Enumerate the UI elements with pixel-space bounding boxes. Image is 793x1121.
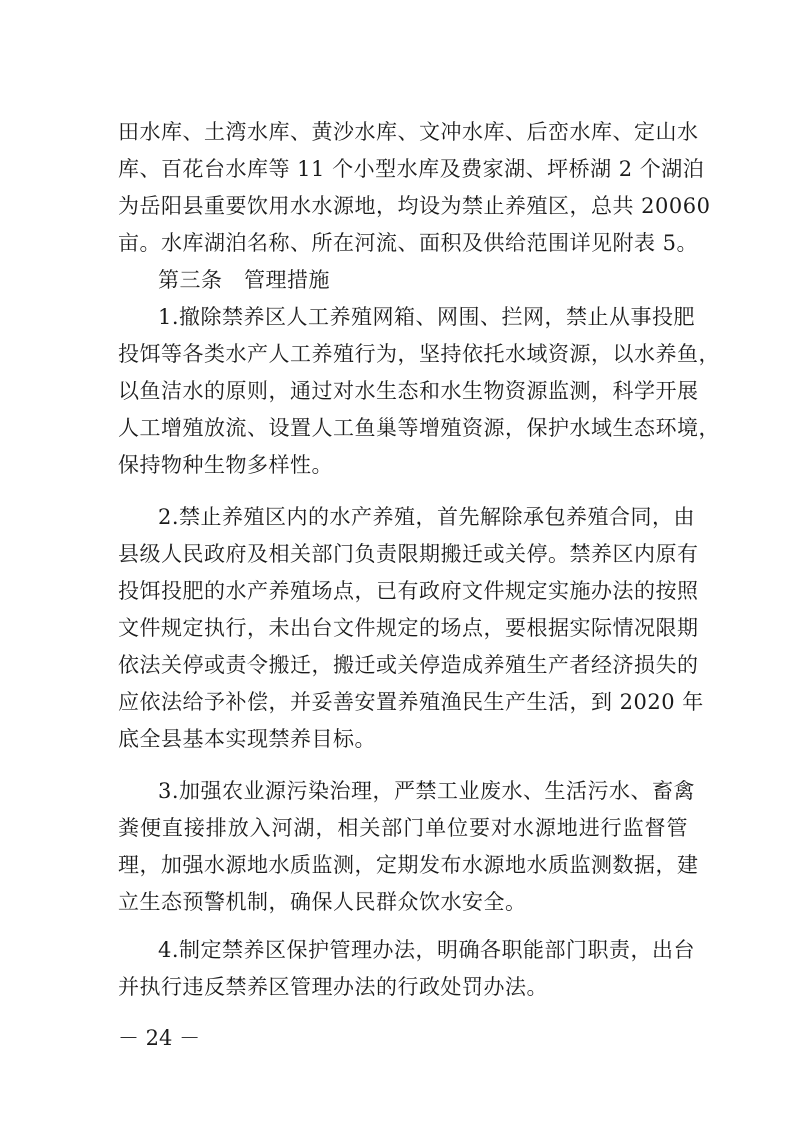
text-line: 为岳阳县重要饮用水水源地，均设为禁止养殖区，总共 20060 (118, 194, 711, 218)
text-line: 投饵投肥的水产养殖场点，已有政府文件规定实施办法的按照 (118, 579, 699, 603)
article-heading: 第三条 管理措施 (158, 268, 330, 292)
text-line: 立生态预警机制，确保人民群众饮水安全。 (118, 890, 527, 914)
text-line: 亩。水库湖泊名称、所在河流、面积及供给范围详见附表 5。 (118, 231, 699, 255)
text-line: 粪便直接排放入河湖，相关部门单位要对水源地进行监督管 (118, 816, 688, 840)
text-line: 2.禁止养殖区内的水产养殖，首先解除承包养殖合同，由 (158, 505, 696, 529)
page-number: － 24 － (118, 1026, 201, 1050)
text-line: 1.撤除禁养区人工养殖网箱、网围、拦网，禁止从事投肥 (158, 305, 696, 329)
text-line: 4.制定禁养区保护管理办法，明确各职能部门职责，出台 (158, 938, 696, 962)
text-line: 库、百花台水库等 11 个小型水库及费家湖、坪桥湖 2 个湖泊 (118, 157, 705, 181)
text-line: 以鱼洁水的原则，通过对水生态和水生物资源监测，科学开展 (118, 379, 699, 403)
text-line: 县级人民政府及相关部门负责限期搬迁或关停。禁养区内原有 (118, 542, 699, 566)
text-line: 应依法给予补偿，并妥善安置养殖渔民生产生活，到 2020 年 (118, 690, 704, 714)
text-line: 并执行违反禁养区管理办法的行政处罚办法。 (118, 975, 548, 999)
text-line: 保持物种生物多样性。 (118, 453, 333, 477)
text-line: 文件规定执行，未出台文件规定的场点，要根据实际情况限期 (118, 616, 699, 640)
text-line: 依法关停或责令搬迁，搬迁或关停造成养殖生产者经济损失的 (118, 653, 699, 677)
text-line: 人工增殖放流、设置人工鱼巢等增殖资源，保护水域生态环境， (118, 416, 720, 440)
text-line: 底全县基本实现禁养目标。 (118, 727, 376, 751)
text-line: 理，加强水源地水质监测，定期发布水源地水质监测数据，建 (118, 853, 699, 877)
text-line: 投饵等各类水产人工养殖行为，坚持依托水域资源，以水养鱼， (118, 342, 720, 366)
text-line: 3.加强农业源污染治理，严禁工业废水、生活污水、畜禽 (158, 779, 696, 803)
text-line: 田水库、土湾水库、黄沙水库、文冲水库、后峦水库、定山水 (118, 120, 699, 144)
